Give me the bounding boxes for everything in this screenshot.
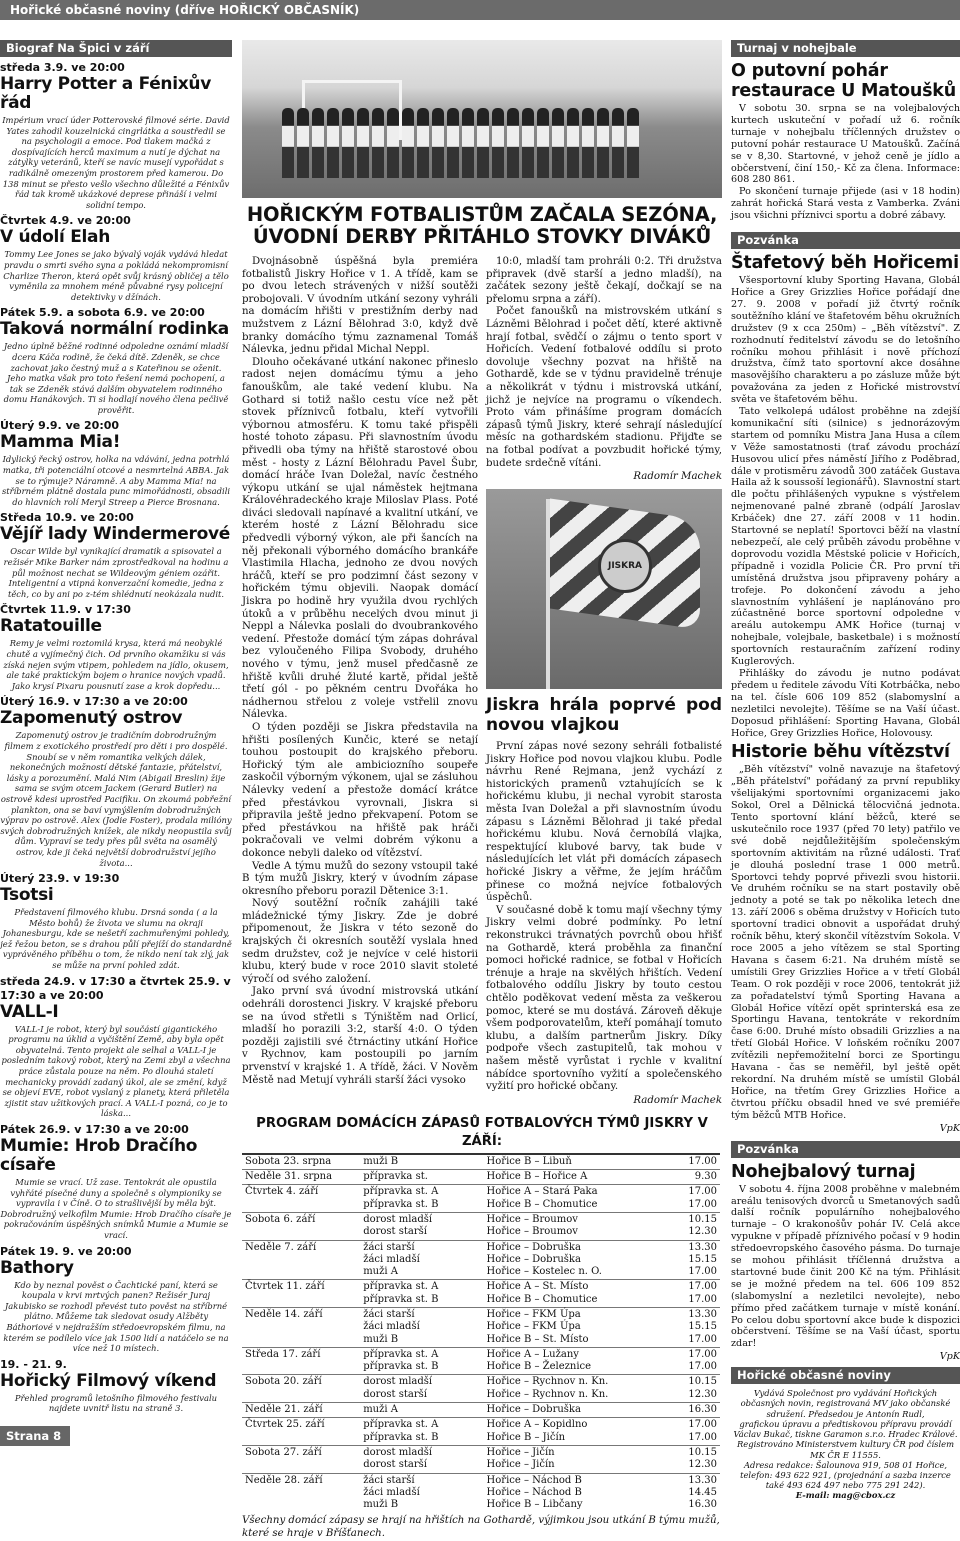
schedule-row bbox=[242, 1280, 720, 1308]
event-title: Taková normální rodinka bbox=[0, 319, 229, 340]
match-pairing: Hořice – FKM Úpa bbox=[486, 1321, 581, 1333]
schedule-row bbox=[242, 1473, 720, 1512]
match-date: Středa 17. září bbox=[245, 1348, 321, 1360]
event-date: Čtvrtek 4.9. ve 20:00 bbox=[0, 214, 131, 228]
match-pairing: Hořice – Broumov bbox=[486, 1226, 578, 1238]
team-category: žáci mladší bbox=[363, 1486, 420, 1498]
relay-text bbox=[731, 275, 960, 739]
imprint-header: Hořické občasné noviny bbox=[731, 1367, 960, 1384]
kickoff-time: 13.30 bbox=[688, 1308, 717, 1320]
event-date: Pátek 26.9. v 17:30 a ve 20:00 bbox=[0, 1123, 189, 1136]
event-description: VALL-I je robot, který byl součástí gigantického programu na úklid a vyčištění Země, aby byla opět obyvatelná. Tento projekt ale selhal a VALL-I je posledním takový robot, který na Zemi zbyl a všechna práce zůstala pouze na něm. Po dlouhá staletí mechanicky provádí zadaný úkol, ale se změní, když se objeví EVE, robot vyslaný z planety, která přiletěla zjistit stav užitkových prací. A VALL-I pozná, co je to láska... bbox=[1, 1023, 231, 1119]
team-category: muži A bbox=[363, 1266, 398, 1278]
kickoff-time: 13.30 bbox=[688, 1241, 717, 1253]
schedule-row bbox=[242, 1185, 720, 1213]
kickoff-time: 17.00 bbox=[688, 1431, 717, 1443]
football-headline: HOŘICKÝM FOTBALISTŮM ZAČALA SEZÓNA, ÚVODNÍ DERBY PŘITÁHLO STOVKY DIVÁKŮ bbox=[246, 203, 718, 248]
football-column bbox=[242, 40, 722, 1540]
club-badge-icon: JISKRA bbox=[598, 539, 652, 593]
kickoff-time: 16.30 bbox=[688, 1404, 717, 1416]
match-date: Neděle 7. září bbox=[245, 1241, 317, 1253]
team-category: přípravka st. bbox=[363, 1171, 428, 1183]
event-date: středa 3.9. ve 20:00 bbox=[0, 61, 125, 74]
article-left-column bbox=[242, 256, 478, 1107]
team-category: dorost starší bbox=[363, 1226, 427, 1238]
flag-author: Radomír Machek bbox=[633, 1094, 722, 1106]
event-title: Ratatouille bbox=[0, 616, 102, 637]
event-description: Remy je velmi roztomilá krysa, která má neobyklé chutě a vyjímečný čich. Od prvního okamžiku si vás získá nejen svým vtipem, pohledem na jídlo, okusem, ale také praktickým bojem o hranice nových vpadů. Jako krysí Pixaru pousnutí zase a krok dopředu... bbox=[3, 638, 229, 691]
kickoff-time: 17.00 bbox=[688, 1348, 717, 1360]
event-description: Impérium vrací úder Potterovské filmové série. David Yates zahodil kouzelnická cingrlátka a soustředil se na psychologii a emoce. Pod tlakem mačká z dospívajících herců maximum a nutí je dýchat na zátylky veteránů, kteří se navíc musejí vypořádat s radikálně omezeným prostorem před kamerou. Do 138 minut se přesto vešlo všechno důležité a Fénixův řád tak kromě ukázkové deprese přináší i velmi solidní tempo. bbox=[2, 115, 230, 210]
team-category: dorost mladší bbox=[363, 1446, 433, 1458]
nohej-text: V sobotu 4. října 2008 proběhne v malebném areálu tenisových dvorců u Smetanových sadů další ročník populárního nohejbalového turnaje – O krakonošův pohár IV. Celá akce vypukne v případě příznivého počasí v 9 hodin středoevropského časového pásma. Do turnaje se mohou přihlásit tříčlenná družstva a startovné bude činit 200 Kč na tým. Přihlásit se je možné předem na tel. 606 109 852 (slabomyslní a nezletilci nevolejte), nebo přímo před začátkem turnaje v místě konání. Po celou dobu sportovní akce bude k dispozici občerstvení. Těšíme se na Vaší účast, sportu zdar! VpK bbox=[731, 1183, 960, 1363]
match-pairing: Hořice – Dobruška bbox=[486, 1253, 581, 1265]
relay-title: Štafetový běh Hořicemi bbox=[731, 253, 959, 274]
match-date: Neděle 21. září bbox=[245, 1404, 323, 1416]
event-description: Oscar Wilde byl vynikající dramatik a spisovatel a režisér Mike Barker nám zprostředkoval na hodinu a půl možnost nechat se Wildeovým géniem ozářit. Inteligentní a vtipná konverzační komedie, jedna z těch, co by ani po z-tém shlédnutí neokázala nudit. bbox=[3, 546, 229, 599]
team-category: přípravka st. B bbox=[363, 1361, 439, 1373]
event-title: Tsotsi bbox=[0, 885, 54, 906]
event-date: 19. - 21. 9. bbox=[0, 1357, 67, 1371]
relay-paragraph: Všesportovní kluby Sporting Havana, Globál Hořice a Grey Grizzlies Hořice pořádají dne 27. 9. 2008 v pořadí již čtvrtý ročník soutěžního klání ve štafetovém běhu okružních družstev (9 x cca 250m) – „Běh vítězství". Z rozhodnutí ředitelství závodu se do letošního ročníku mohou přihlásit i nově příchozí družstva, čímž tato sportovní akce dosáhne masovějšího charakteru a po zásluze může být považována za jeden z Hořické mistrovství světa ve štafetovém běhu. bbox=[731, 275, 960, 406]
match-date: Neděle 31. srpna bbox=[245, 1171, 333, 1183]
football-article bbox=[242, 256, 722, 1107]
event-description: Představení filmového klubu. Drsná sonda ( a la Město bohů) že života ve slumu na okraji Johanesburgu, kde se nešetří zachmuřenými pohledy, jež řežou beton, se s drahou půlí přejíží do standardně vyprávěného příběhu o tom, že nikdo není tak zlý, jak se může na první pohled zdát. bbox=[0, 907, 232, 971]
match-pairing: Hořice – Jičín bbox=[486, 1459, 555, 1471]
schedule-title: PROGRAM DOMÁCÍCH ZÁPASŮ FOTBALOVÝCH TÝMŮ JISKRY V ZÁŘÍ: bbox=[256, 1115, 708, 1149]
cinema-column bbox=[0, 40, 232, 1418]
schedule-row bbox=[242, 1212, 720, 1240]
article-right-column bbox=[486, 256, 722, 1107]
event-date: středa 24.9. v 17:30 a čtvrtek 25.9. v 17:30 a ve 20:00 bbox=[0, 974, 231, 1002]
event-title: Harry Potter a Fénixův řád bbox=[0, 74, 212, 113]
invite2-header: Pozvánka bbox=[731, 1141, 960, 1158]
article-paragraph: Vedle A týmu mužů do sezony vstoupil také B tým mužů Jiskry, který v úvodním zápase okresního přeboru porazil Dětenice 3:1. bbox=[242, 860, 478, 897]
imprint-text bbox=[731, 1388, 960, 1500]
event-date: Úterý 23.9. v 19:30 bbox=[0, 872, 120, 886]
match-pairing: Hořice – Kostelec n. O. bbox=[486, 1266, 602, 1278]
match-pairing: Hořice A – Stará Paka bbox=[486, 1186, 598, 1198]
kickoff-time: 9.30 bbox=[694, 1171, 717, 1183]
article-paragraph: Nový soutěžní ročník zahájili také mládežnické týmy Jiskry. Zde je dobré připomenout, že Jiskra v této sezoně do krajských či okresních soutěží vyslala hned sedm družstev, což je nejvíce v celé historii klubu, který bude v roce 2010 slavit stoleté výročí od svého založení. bbox=[242, 898, 478, 985]
cinema-header: Biograf Na Špici v září bbox=[0, 40, 232, 57]
imprint-line: E-mail: mag@cbox.cz bbox=[795, 1490, 896, 1501]
flag-paragraph: V současné době k tomu mají všechny týmy Jiskry velmi dobré podmínky. Po letní rekonstrukci trávnatých povrchů obou hřišť na Gothardě, která proběhla za finanční pomoci hořické radnice, se fotbal v Hořicích trénuje a hraje na skvělých hřištích. Vedení fotbalového oddílu Jiskry by touto cestou chtělo poděkovat vedení města za veškerou pomoc, které se mu dostává. Zároveň děkuje všem podporovatelům, kteří pomáhají tomuto klubu, a dalším partnerům Jiskry. Díky podpoře všech zastupitelů, tak mohou v našem městě vyrůstat i rychle v kvalitní nábídce sportovního vyžití a společenského vyžití pro hořické občany. bbox=[486, 904, 722, 1093]
football-author: Radomír Machek bbox=[633, 471, 722, 483]
history-text: „Běh vítězství" volně navazuje na štafetový „Běh přátelství" pořádaný za první republiky všelijakými sportovními organizacemi jako Sokol, Orel a Dělnická tělocvičná jednota. Tento sportovní klání běžců, které se uskutečnilo roce 1937 (před 70 lety) patřilo ve své době nejdůležitějším společenským sportovním aktivitám na různé události. Trať je dlouhá poslední trase 1 000 metrů. Sportovci tehdy poprvé přivezli svou historii. Ve druhém ročníku se na start postavily obě jednoty a poté se tak po několika letech dne 13. září 2006 s oběma družstvy v Hořicích tuto sportovní tradici obnovit a uspořádat druhý ročník běhu, který skončil vítězstvím Sokola. V roce 2005 a jeho vítězem se stal Sporting Havana s časem 6:21. Na druhém místě se umístili Grey Grizzlies Hořice a v třetí Globál Team. O rok později v roce 2006, tentokrát již za pořadatelství týmů Sporting Havana a Globál Hořice vítězí opět sprinterská esa ze Sportingu Havana, tentokráte v rekordním čase 6:00. Druhé místo obsadili Grizzlies a na třetí Globál Hořice. V loňském ročníku 2007 zvítězili nepřemožitelní borci ze Sportingu Havana - čas se neměřil, byl ještě opět rekordní. Na druhém místě se umístil Globál Hořice, na třetím Grey Grizzlies Hořice a čtvrtou příčku obsadil hned ve své premiéře tým běžců MTB Hořice. VpK bbox=[731, 764, 960, 1134]
schedule-row bbox=[242, 1445, 720, 1473]
kickoff-time: 13.30 bbox=[688, 1474, 717, 1486]
nohej-title: Nohejbalový turnaj bbox=[731, 1161, 916, 1182]
match-date: Čtvrtek 11. září bbox=[245, 1281, 325, 1293]
kickoff-time: 17.00 bbox=[688, 1155, 717, 1167]
team-category: muži B bbox=[363, 1499, 399, 1511]
team-category: dorost mladší bbox=[363, 1376, 433, 1388]
team-category: muži B bbox=[363, 1333, 399, 1345]
kickoff-time: 12.30 bbox=[688, 1459, 717, 1471]
match-pairing: Hořice B – Jičín bbox=[486, 1431, 566, 1443]
team-photo bbox=[242, 40, 722, 198]
event-date: Středa 10.9. ve 20:00 bbox=[0, 511, 134, 525]
players-lineup bbox=[282, 98, 682, 178]
kickoff-time: 17.00 bbox=[688, 1266, 717, 1278]
flag-subtitle: Jiskra hrála poprvé pod novou vlajkou bbox=[486, 695, 722, 736]
match-pairing: Hořice B – Libčany bbox=[486, 1499, 583, 1511]
schedule-row bbox=[242, 1307, 720, 1347]
match-date: Čtvrtek 25. září bbox=[245, 1419, 325, 1431]
match-pairing: Hořice B – Libuň bbox=[486, 1155, 572, 1167]
team-category: přípravka st. A bbox=[363, 1281, 439, 1293]
kickoff-time: 17.00 bbox=[688, 1419, 717, 1431]
match-pairing: Hořice B – Chomutice bbox=[486, 1293, 598, 1305]
team-category: žáci starší bbox=[363, 1474, 415, 1486]
team-category: přípravka st. A bbox=[363, 1348, 439, 1360]
event-description: Jedno úplně běžné rodinné odpoledne oznámí mladší dcera Káča rodině, že čeká dítě. Zdeněk, se chce zachovat jako čestný muž a s Kateřinou se oženit. Jeho matka však pro toto řešení nemá pochopení, a tak se Zdeněk stává dalším obyvatelem rodinného domu Hanákových. Ti si hodlají nového člena pečlivě prověřit. bbox=[3, 341, 229, 415]
schedule-table bbox=[242, 1153, 720, 1513]
history-title: Historie běhu vítězství bbox=[731, 742, 950, 763]
kickoff-time: 17.00 bbox=[688, 1281, 717, 1293]
team-category: dorost mladší bbox=[363, 1213, 433, 1225]
article-paragraph: Počet fanoušků na mistrovském utkání s Lázněmi Bělohrad i počet dětí, které aktivně hrají fotbal, svědčí o zájmu o tento sport v Hořicích. Vedení fotbalové oddílu si proto dovoluje všechny pozvat na hřiště na Gothardě, kde se v týdnu pravidelně trénuje a několikrát v týdnu i mistrovská utkání, jichž je nejvíce na programu o víkendech. Proto vám přinášíme program domácích zápasů týmů Jiskry, které sehrají následující měsíc na gothardském stadionu. Přijďte se na fotbal podívat a povzbudit hořické týmy, budete srdečně vítáni. bbox=[486, 306, 722, 469]
event-title: Hořický Filmový víkend bbox=[0, 1370, 217, 1391]
match-date: Sobota 6. září bbox=[245, 1213, 316, 1225]
team-category: přípravka st. B bbox=[363, 1431, 439, 1443]
sport-column bbox=[731, 40, 960, 1501]
event-date: Čtvrtek 11.9. v 17:30 bbox=[0, 603, 131, 617]
tournament-title: O putovní pohár restaurace U Matoušků bbox=[731, 61, 957, 101]
event-date: Úterý 9.9. ve 20:00 bbox=[0, 419, 120, 433]
event-description: Přehled programů letošního filmového festivalu najdete uvnitř listu na straně 3. bbox=[14, 1392, 218, 1414]
kickoff-time: 10.15 bbox=[688, 1376, 717, 1388]
flag-paragraph: První zápas nové sezony sehráli fotbalisté Jiskry Hořice pod novou vlajkou klubu. Podle návrhu René Rejmana, jenž vychází z historických pramenů vztahujících se k hořickému klubu, ji nechal vyrobit starosta města Ivan Doležal a při slavnostním úvodu zápasu s Lázněmi Bělohrad ji také předal hořickému klubu. Nová černobílá vlajka, respektující klubové barvy, tak bude v následujících let vlát při domácích zápasech hořické Jiskry a věřme, že jejím hráčům přinese co možná nejvíce fotbalových úspěchů. bbox=[486, 741, 722, 904]
schedule-note: Všechny domácí zápasy se hrají na hřištích na Gothardě, výjimkou jsou utkání B týmu mužů, které se hraje v Bříšťanech. bbox=[242, 1515, 720, 1540]
imprint-line: Vydává Společnost pro vydávání Hořických občasných novin, registrovaná MV jako občanské sdružení. Předsedou je Antonín Rudl, bbox=[740, 1388, 951, 1419]
schedule-row bbox=[242, 1418, 720, 1446]
imprint-line: grafickou úpravu a předtiskovou přípravu provádí Václav Bukač, tiskne Garamon s.r.o. Hradec Králové. bbox=[733, 1418, 958, 1440]
schedule-row bbox=[242, 1403, 720, 1418]
match-date: Čtvrtek 4. září bbox=[245, 1186, 319, 1198]
team-category: žáci mladší bbox=[363, 1253, 420, 1265]
flag-photo bbox=[486, 489, 722, 689]
match-pairing: Hořice A – Kopidlno bbox=[486, 1419, 588, 1431]
imprint-line: Registrováno Ministerstvem kultury ČR pod číslem MK ČR E 11555. bbox=[736, 1439, 955, 1460]
relay-paragraph: Tato velkolepá událost proběhne na zdejší komunikační síti (silnice) s jednorázovým startem od pomníku Mistra Jana Husa a cílem v Věže samostatnosti (trať závodu prochází Husovou ulicí přes náměstí Jiřího z Poděbrad, dále v protisměru závodů 300 zatáček Gustava Haila až k soussoší legionářů). Slavnostní start dle počtu přihlášených vypukne s výstřelem nejmenované palné zbraně (odpálí Jaroslav Krbáček) dne 27. září 2008 v 11 hodin. Startovné se neplatí! Sportovci běží na vlastní nebezpečí, ale celý průběh závodu proběhne v doprovodu vozidla Městské policie v Hořicích, případně i vozidla Policie ČR. Pro první tři umístěná družstva jsou připraveny poháry a trofeje. Po dokončení závodu a jeho slavnostním vyhlášení je naplánováno pro zúčastněné borce sportovní odpoledne v areálu autokempu AMK Hořice (turnaj v nohejbale, volejbale, basketbale) i s možností sportovních restauračním zařízení rodiny Kuglerových. bbox=[731, 406, 960, 668]
team-category: dorost starší bbox=[363, 1459, 427, 1471]
relay-paragraph: Přihlášky do závodu je nutno podávat předem u ředitele závodu Víti Kotrbáčka, nebo na tel. čísle 606 109 852 (slabomyslní a nezletilci nevolejte). Těšíme se na Vaší účast. Doposud přihlášení: Sporting Havana, Globál Hořice, Grey Grizzlies Hořice, Holovousy. bbox=[731, 667, 960, 739]
invite-header: Pozvánka bbox=[731, 232, 960, 249]
kickoff-time: 17.00 bbox=[688, 1186, 717, 1198]
kickoff-time: 12.30 bbox=[688, 1226, 717, 1238]
event-title: Mamma Mia! bbox=[0, 432, 121, 453]
match-date: Sobota 20. září bbox=[245, 1376, 322, 1388]
team-category: přípravka st. B bbox=[363, 1293, 439, 1305]
team-category: muži A bbox=[363, 1404, 398, 1416]
team-category: přípravka st. A bbox=[363, 1186, 439, 1198]
match-date: Neděle 14. září bbox=[245, 1308, 323, 1320]
cinema-events bbox=[0, 61, 232, 1414]
article-paragraph: Dlouho očekávané utkání nakonec přineslo radost nejen domácímu týmu a jeho fanouškům, ale také vedení klubu. Na Gothard si totiž našlo cestu více než pět stovek příznivců fotbalu, kteří vytvořili výbornou atmosféru. K tomu také přispěli hosté tohoto zápasu. Při slavnostním úvodu přivedli oba týmy na hřiště starostové obou měst - hosty z Lázní Bělohradu Pavel Šubr, domácí hráče Ivan Doležal, navíc čestného výkopu utkání se ujal náměstek hejtmana Královéhradeckého kraje Miloslav Plass. Poté diváci sledovali napínavé a kvalitní utkání, ve kterém hosté z Lázní Bělohradu sice předvedli výborný výkon, ale při šancích na něj překonali výborného domácího brankáře Vlastimila Hlacha, jednoho ze dvou nových hráčů, kteří se pro podzimní část sezony v hořickém týmu objevili. Naopak domácí Jiskra po hodině hry využila dvou rychlých útoků a v průběhu necelých dvou minut ji Neppl a Nálevka poslali do dvoubrankového vedení. Přestože domácí tým zápas dohrával bez vyloučeného Filipa Svobody, druhého nového v týmu, jenž musel předčasně ze hřiště kvůli druhé žluté kartě, přidal ještě třetí gól - po pěkném centru Dvořáka ho nádhernou střelou z voleje vstřelil znovu Nálevka. bbox=[242, 356, 478, 721]
match-pairing: Hořice – FKM Úpa bbox=[486, 1308, 581, 1320]
match-pairing: Hořice B – Hořice A bbox=[486, 1171, 588, 1183]
team-category: žáci mladší bbox=[363, 1321, 420, 1333]
match-pairing: Hořice B – St. Místo bbox=[486, 1333, 589, 1345]
article-paragraph: Jako první svá úvodní mistrovská utkání odehráli dorostenci Jiskry. V krajské přeboru se na úvod střetli s Týništěm nad Orlicí, mladší ho porazili 3:2, starší 4:0. O týden později zajistili své čtrnáctiny utkání Hořice v Rychnov, kam postoupili po jarním prvenství v krajské 1. A třídě, žáci. V Nověm Městě nad Metují vyhráli starší žáci vysoko bbox=[242, 986, 478, 1086]
article-paragraph: 10:0, mladší tam prohráli 0:2. Tři družstva připravek (dvě starší a jedno mladší), na začátek sezony ještě čekají, dočkají se na přelomu srpna a září). bbox=[486, 256, 722, 305]
match-pairing: Hořice B – Chomutice bbox=[486, 1198, 598, 1210]
event-title: Zapomenutý ostrov bbox=[0, 708, 183, 729]
team-category: žáci starší bbox=[363, 1308, 415, 1320]
team-category: žáci starší bbox=[363, 1241, 415, 1253]
match-pairing: Hořice – Broumov bbox=[486, 1213, 578, 1225]
event-description: Zapomenutý ostrov je tradičním dobrodružným filmem z exotického prostředí pro děti i pro dospělé. Snoubí se v něm romantika velkých dálek, nekonečných možností dětské fantazie, přátelství, lásky a porozumění. Malá Nim (Abigail Breslin) žije sama se svým otcem Jackem (Gerard Butler) na ostrově kdesi uprostřed Pacifiku. On zkoumá pobřežní plankton, ona se baví vymýšlením dobrodružných výprav po ostrově. Alex (Jodie Foster), prodala milióny svých dobrodružných knížek, ale nikdy neopustila svůj dům. Vypraví se tedy přes půl světa na osamělý ostrov, kde ji čeká největší dobrodružství jejího života... bbox=[0, 730, 232, 868]
match-pairing: Hořice A – Lužany bbox=[486, 1348, 579, 1360]
kickoff-time: 10.15 bbox=[688, 1213, 717, 1225]
tournament-text: V sobotu 30. srpna se na volejbalových kurtech uskuteční v pořadí už 6. ročník turnaje v nohejbalu tříčlenných družstev o putovní pohár restaurace U Matoušků. Začíná se v 8,30. Startovné, v jehož ceně je jídlo a občerstvení, činí 150,- Kč za člena. Informace: 608 280 861. Po skončení turnaje přijede (asi v 18 hodin) zahrát hořická Stará vesta z Vamberka. Zváni jsou všichni příznivci sportu a dobré zábavy. bbox=[731, 103, 960, 222]
article-paragraph: Dvojnásobně úspěšná byla premiéra fotbalistů Jiskry Hořice v 1. A třídě, kam se po dvou letech strávených v nižší soutěži probojovali. V úvodním utkání sezony vyhráli na domácím hřišti v prestižním derby nad mužstvem z Lázní Bělohrad 3:0, když dvě branky domácího týmu zaznamenal Tomáš Nálevka, jednu přidal Michal Neppl. bbox=[242, 256, 478, 356]
match-pairing: Hořice – Rychnov n. Kn. bbox=[486, 1376, 609, 1388]
schedule-row bbox=[242, 1347, 720, 1375]
match-pairing: Hořice A – St. Místo bbox=[486, 1281, 589, 1293]
kickoff-time: 17.00 bbox=[688, 1293, 717, 1305]
page-number: Strana 8 bbox=[0, 1426, 70, 1446]
kickoff-time: 15.15 bbox=[688, 1253, 717, 1265]
schedule-row bbox=[242, 1154, 720, 1170]
kickoff-time: 10.15 bbox=[688, 1446, 717, 1458]
article-paragraph: O týden později se Jiskra představila na hřišti posílených Kunčic, které se netají touhou postoupit do krajského přeboru. Hořický tým ale ambiciozního soupeře zaskočil výborným výkonem, ujal se zásluhou Nálevky vedení a přestože domácí krátce před přestávkou vyrovnali, Jiskra si připravila ještě jedno překvapení. Potom se před přestávkou na hřiště pak hráči pokračovali ve velmi dobrém výkonu a dokonce nebyli daleko od vítězství. bbox=[242, 721, 478, 859]
team-category: dorost starší bbox=[363, 1388, 427, 1400]
event-description: Idylický řecký ostrov, holka na vdávání, jedna potrhlá matka, tři potenciální otcové a nesmrtelná ABBA. Jak se to rýmuje? Náramně. A aby Mamma Mia! na stříbrném plátně dostala punc mimořádnosti, obsadili do hlavních rolí Meryl Streep a Pierce Brosnana. bbox=[1, 454, 231, 507]
team-category: přípravka st. B bbox=[363, 1198, 439, 1210]
event-description: Tommy Lee Jones se jako bývalý voják vydává hledat pravdu o smrti svého syna a pokládá nekompromisní Charlize Theron, která opět svůj krásný obličej a tělo vyměnila za mnohem méně půvabné rysy policejní detektivky v džínách. bbox=[3, 249, 229, 302]
kickoff-time: 14.45 bbox=[688, 1486, 717, 1498]
event-title: VALL-I bbox=[0, 1001, 59, 1022]
kickoff-time: 17.00 bbox=[688, 1361, 717, 1373]
kickoff-time: 17.00 bbox=[688, 1198, 717, 1210]
event-title: Mumie: Hrob Dračího císaře bbox=[0, 1136, 198, 1175]
schedule-row bbox=[242, 1240, 720, 1280]
match-pairing: Hořice – Rychnov n. Kn. bbox=[486, 1388, 609, 1400]
match-pairing: Hořice B – Železnice bbox=[486, 1361, 592, 1373]
match-date: Sobota 23. srpna bbox=[245, 1155, 332, 1167]
event-title: Bathory bbox=[0, 1257, 74, 1278]
team-category: přípravka st. A bbox=[363, 1419, 439, 1431]
kickoff-time: 17.00 bbox=[688, 1333, 717, 1345]
imprint-line: Adresa redakce: Šalounova 919, 508 01 Hořice, telefon: 493 622 921, (projednání a sazba inzerce také 493 624 497 nebo 775 291 242). bbox=[740, 1459, 951, 1491]
match-pairing: Hořice – Dobruška bbox=[486, 1241, 581, 1253]
match-pairing: Hořice – Jičín bbox=[486, 1446, 555, 1458]
kickoff-time: 16.30 bbox=[688, 1499, 717, 1511]
kickoff-time: 12.30 bbox=[688, 1388, 717, 1400]
kickoff-time: 15.15 bbox=[688, 1321, 717, 1333]
event-date: Úterý 16.9. v 17:30 a ve 20:00 bbox=[0, 695, 188, 709]
match-date: Neděle 28. září bbox=[245, 1474, 323, 1486]
tournament-header: Turnaj v nohejbale bbox=[731, 40, 960, 57]
schedule-row bbox=[242, 1170, 720, 1185]
match-pairing: Hořice – Náchod B bbox=[486, 1486, 582, 1498]
event-title: V údolí Elah bbox=[0, 227, 111, 248]
event-date: Pátek 5.9. a sobota 6.9. ve 20:00 bbox=[0, 306, 205, 320]
event-description: Kdo by neznal pověst o Čachtické paní, která se koupala v krvi mrtvých panen? Režisér Juraj Jakubisko se rozhodl převést tuto pověst na stříbrné plátno. Můžeme tak sledovat osudy Alžběty Báthoriové v nejdražším středoevropském filmu, na kterém se podílelo více jak 1500 lidí a natáčelo se na více než 10 místech. bbox=[3, 1279, 229, 1354]
event-date: Pátek 19. 9. ve 20:00 bbox=[0, 1244, 132, 1258]
masthead-bar: Hořické občasné noviny (dříve HOŘICKÝ OBČASNÍK) bbox=[0, 0, 960, 20]
schedule-row bbox=[242, 1375, 720, 1403]
event-description: Mumie se vrací. Už zase. Tentokrát ale opustila vyhřáté písečné duny a společně s olympioniky se vypravila i v Číně. O to strašlivější by měla být. Dobrodružný velkofilm Mumie: Hrob Dračího císaře je pokračováním úspěšných snímků Mumie a Mumie se vrací. bbox=[0, 1177, 232, 1240]
match-pairing: Hořice – Dobruška bbox=[486, 1404, 581, 1416]
event-title: Vějíř lady Windermerové bbox=[0, 524, 230, 545]
match-pairing: Hořice – Náchod B bbox=[486, 1474, 582, 1486]
team-category: muži B bbox=[363, 1155, 399, 1167]
match-date: Sobota 27. září bbox=[245, 1446, 322, 1458]
